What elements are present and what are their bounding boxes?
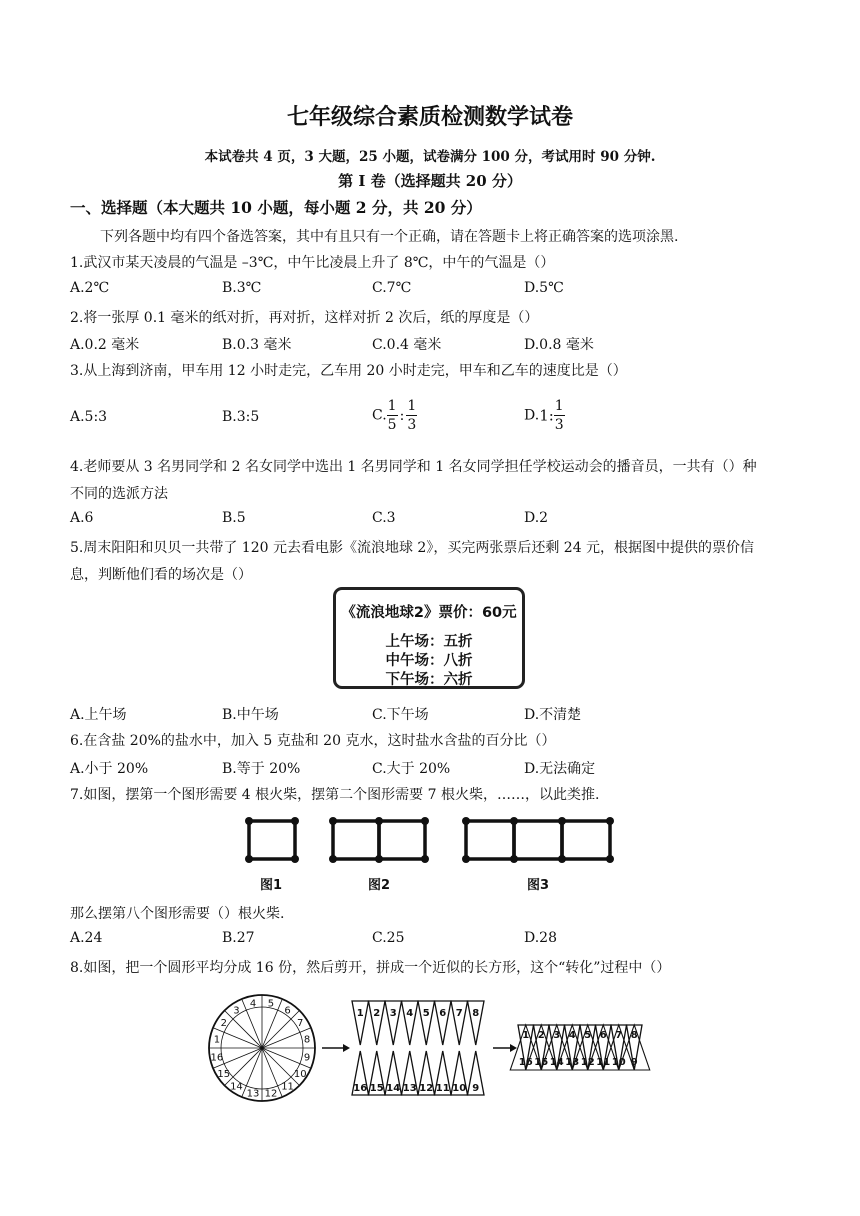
sector-line <box>262 1011 299 1048</box>
sector-number: 8 <box>630 1030 638 1041</box>
q1-option-a[interactable]: A.2℃ <box>70 280 110 296</box>
q7-option-b[interactable]: B.27 <box>222 930 255 946</box>
sector-number: 11 <box>435 1083 450 1094</box>
q4-option-d[interactable]: D.2 <box>524 510 549 526</box>
q4-option-b[interactable]: B.5 <box>222 510 246 526</box>
arrow-2-head <box>510 1044 517 1052</box>
sector-number: 7 <box>297 1017 304 1029</box>
sector-number: 14 <box>549 1057 564 1068</box>
question-4-cont: 不同的选派方法 <box>70 486 168 502</box>
figure-label-3: 图3 <box>527 878 550 893</box>
q6-option-c[interactable]: C.大于 20% <box>372 761 451 777</box>
sector-number: 13 <box>402 1083 417 1094</box>
sector-number: 4 <box>406 1008 414 1019</box>
sector-number: 11 <box>281 1081 294 1093</box>
section-heading: 一、选择题（本大题共 10 小题，每小题 2 分，共 20 分） <box>70 198 482 217</box>
sector-number: 3 <box>233 1005 240 1017</box>
sector-number: 16 <box>518 1057 533 1068</box>
sector-number: 9 <box>472 1083 480 1094</box>
sector-number: 7 <box>455 1008 463 1019</box>
sector-number: 1 <box>356 1008 364 1019</box>
sector-number: 8 <box>472 1008 480 1019</box>
sector-number: 10 <box>452 1083 467 1094</box>
sector-number: 8 <box>303 1034 311 1046</box>
sector-number: 5 <box>267 998 275 1010</box>
numerator: 1 <box>554 398 564 414</box>
sector-number: 6 <box>284 1005 291 1017</box>
arrow-1-head <box>343 1044 350 1052</box>
sector-number: 11 <box>596 1057 611 1068</box>
sector-number: 16 <box>353 1083 368 1094</box>
sector-number: 12 <box>580 1057 595 1068</box>
question-3: 3.从上海到济南，甲车用 12 小时走完，乙车用 20 小时走完，甲车和乙车的速度比是（） <box>70 363 627 379</box>
sector-number: 14 <box>386 1083 401 1094</box>
sector-number: 16 <box>210 1052 224 1064</box>
question-6: 6.在含盐 20%的盐水中，加入 5 克盐和 20 克水，这时盐水含盐的百分比（） <box>70 733 556 749</box>
q6-option-d[interactable]: D.无法确定 <box>524 761 596 777</box>
q7-option-a[interactable]: A.24 <box>70 930 103 946</box>
sector-line <box>225 1048 262 1085</box>
denominator: 3 <box>554 417 564 433</box>
ticket-noon: 中午场：八折 <box>385 653 473 669</box>
question-8: 8.如图，把一个圆形平均分成 16 份，然后剪开，拼成一个近似的长方形，这个“转化”过程中（） <box>70 960 671 976</box>
ratio-lead: 1: <box>539 406 554 425</box>
page-title: 七年级综合素质检测数学试卷 <box>286 104 573 130</box>
q3-option-c-letter: C. <box>372 407 387 424</box>
approx-rectangle <box>510 1025 650 1070</box>
exam-info: 本试卷共 4 页，3 大题，25 小题，试卷满分 100 分，考试用时 90 分钟. <box>204 149 656 165</box>
figure-label-1: 图1 <box>260 878 283 893</box>
question-1: 1.武汉市某天凌晨的气温是 –3℃，中午比凌晨上升了 8℃，中午的气温是（） <box>70 255 555 271</box>
part-heading: 第 I 卷（选择题共 20 分） <box>338 172 522 190</box>
question-7: 7.如图，摆第一个图形需要 4 根火柴，摆第二个图形需要 7 根火柴，……，以此类推. <box>70 787 600 803</box>
q3-option-d-letter: D. <box>524 407 540 424</box>
sector-number: 2 <box>220 1017 227 1029</box>
denominator: 3 <box>407 417 417 433</box>
q2-option-c[interactable]: C.0.4 毫米 <box>372 337 442 353</box>
q3-option-a[interactable]: A.5:3 <box>70 409 108 425</box>
q7-option-c[interactable]: C.25 <box>372 930 405 946</box>
ratio-sign: : <box>399 407 405 424</box>
sector-number: 2 <box>537 1030 545 1041</box>
sector-number: 9 <box>630 1057 638 1068</box>
question-7-cont: 那么摆第八个图形需要（）根火柴. <box>70 906 285 922</box>
sector-number: 10 <box>611 1057 626 1068</box>
sector-number: 15 <box>369 1083 384 1094</box>
question-4: 4.老师要从 3 名男同学和 2 名女同学中选出 1 名男同学和 1 名女同学担任学校运动会的播音员，一共有（）种 <box>70 459 757 475</box>
q5-option-d[interactable]: D.不清楚 <box>524 707 582 723</box>
q2-option-a[interactable]: A.0.2 毫米 <box>70 337 140 353</box>
q6-option-a[interactable]: A.小于 20% <box>70 761 149 777</box>
sector-number: 14 <box>230 1081 243 1093</box>
sector-number: 7 <box>615 1030 623 1041</box>
sector-number: 2 <box>373 1008 381 1019</box>
sector-number: 6 <box>599 1030 607 1041</box>
sector-number: 15 <box>217 1069 231 1081</box>
numerator: 1 <box>387 398 397 414</box>
sector-number: 4 <box>568 1030 576 1041</box>
cut-sectors <box>352 1001 484 1095</box>
section-intro: 下列各题中均有四个备选答案，其中有且只有一个正确，请在答题卡上将正确答案的选项涂黑. <box>100 229 679 245</box>
sector-number: 3 <box>553 1030 561 1041</box>
sector-number: 12 <box>264 1088 278 1100</box>
q1-option-b[interactable]: B.3℃ <box>222 280 262 296</box>
q3-option-b[interactable]: B.3:5 <box>222 409 260 425</box>
q5-option-b[interactable]: B.中午场 <box>222 707 279 723</box>
sector-number: 12 <box>419 1083 434 1094</box>
ticket-title: 《流浪地球2》票价：60元 <box>341 605 517 621</box>
sector-number: 6 <box>439 1008 447 1019</box>
sector-number: 13 <box>246 1088 260 1100</box>
q2-option-d[interactable]: D.0.8 毫米 <box>524 337 594 353</box>
q1-option-c[interactable]: C.7℃ <box>372 280 412 296</box>
numerator: 1 <box>407 398 417 414</box>
sector-number: 10 <box>293 1069 307 1081</box>
sector-number: 1 <box>522 1030 530 1041</box>
ticket-morning: 上午场：五折 <box>385 634 473 650</box>
q5-option-a[interactable]: A.上午场 <box>70 707 127 723</box>
sector-number: 3 <box>389 1008 397 1019</box>
q5-option-c[interactable]: C.下午场 <box>372 707 429 723</box>
denominator: 5 <box>387 417 397 433</box>
figure-label-2: 图2 <box>368 878 391 893</box>
sector-number: 13 <box>565 1057 580 1068</box>
divided-circle <box>209 995 315 1101</box>
sector-number: 9 <box>303 1052 311 1064</box>
q4-option-a[interactable]: A.6 <box>70 510 94 526</box>
sector-number: 4 <box>249 998 257 1010</box>
sector-number: 5 <box>422 1008 430 1019</box>
sector-number: 5 <box>584 1030 592 1041</box>
ticket-afternoon: 下午场：六折 <box>385 672 473 688</box>
sector-number: 15 <box>534 1057 549 1068</box>
q6-option-b[interactable]: B.等于 20% <box>222 761 301 777</box>
q4-option-c[interactable]: C.3 <box>372 510 396 526</box>
q1-option-d[interactable]: D.5℃ <box>524 280 564 296</box>
sector-number: 1 <box>213 1034 221 1046</box>
question-2: 2.将一张厚 0.1 毫米的纸对折，再对折，这样对折 2 次后，纸的厚度是（） <box>70 310 539 326</box>
q2-option-b[interactable]: B.0.3 毫米 <box>222 337 292 353</box>
question-5-cont: 息，判断他们看的场次是（） <box>70 567 252 583</box>
question-5: 5.周末阳阳和贝贝一共带了 120 元去看电影《流浪地球 2》，买完两张票后还剩 24 元，根据图中提供的票价信 <box>70 540 755 556</box>
sector-line <box>225 1011 262 1048</box>
q7-option-d[interactable]: D.28 <box>524 930 557 946</box>
